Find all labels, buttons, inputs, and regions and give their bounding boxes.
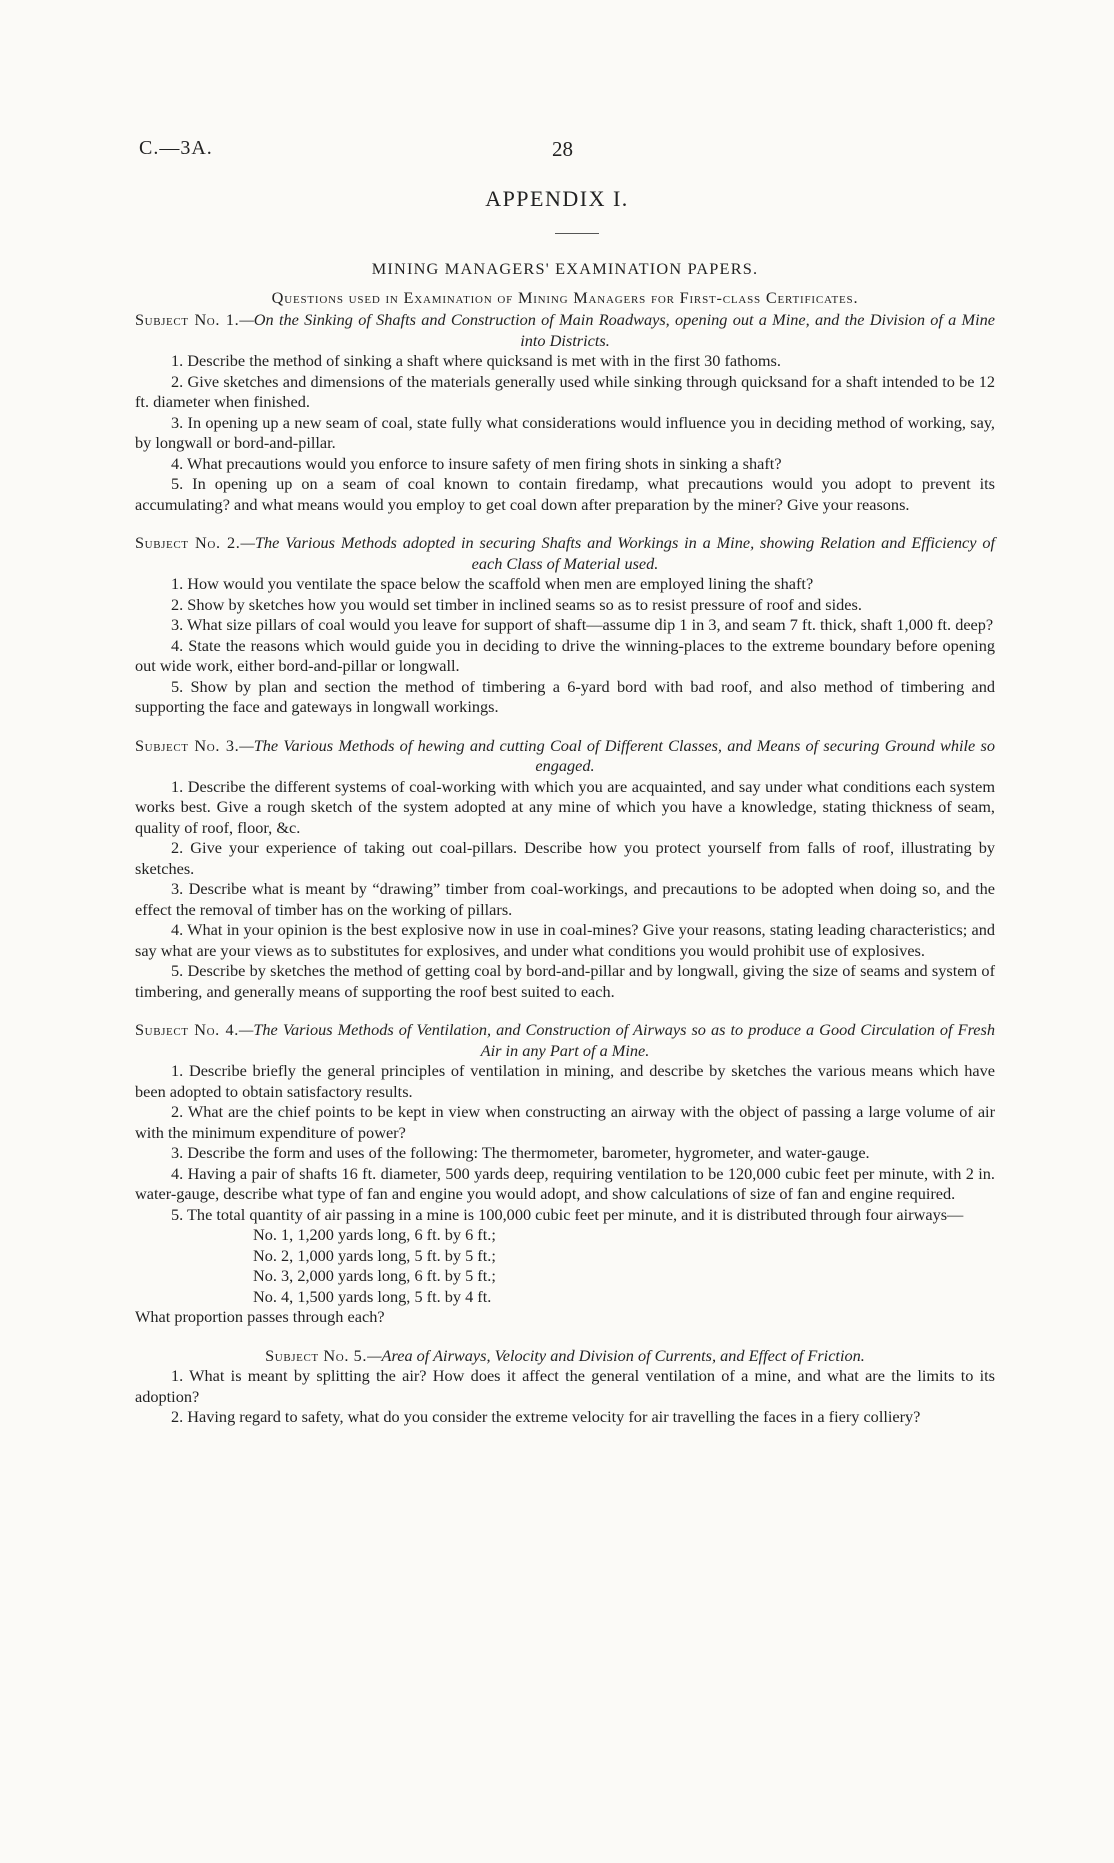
subject-heading: [135, 1346, 995, 1367]
main-title: MINING MANAGERS' EXAMINATION PAPERS.: [371, 259, 759, 278]
airway-item: No. 4, 1,500 yards long, 5 ft. by 4 ft.: [253, 1286, 492, 1306]
question: 2. Give your experience of taking out coal-pillars. Describe how you protect yourself from falls of roof, illustrating by sketches.: [135, 838, 995, 878]
question: 1. Describe briefly the general principles of ventilation in mining, and describe by sketches the various means which have been adopted to obtain satisfactory results.: [135, 1061, 995, 1101]
question: 3. Describe what is meant by “drawing” timber from coal-workings, and precautions to be adopted when doing so, and the effect the removal of timber has on the working of pillars.: [135, 879, 995, 919]
subject-section: [135, 736, 995, 1003]
subject-topic: —The Various Methods of Ventilation, and Construction of Airways so as to produce a Good Circulation of Fresh Air in any Part of a Mine.: [238, 1020, 996, 1060]
page-number: 28: [552, 137, 573, 161]
subject-heading: [135, 310, 995, 351]
subject-label: Subject No. 3.: [135, 735, 240, 755]
subject-section: [135, 310, 995, 515]
question: 4. What precautions would you enforce to insure safety of men firing shots in sinking a shaft?: [171, 453, 782, 473]
subject-section: [135, 1346, 995, 1428]
subject-heading: [135, 1020, 995, 1061]
subject-label: Subject No. 5.: [265, 1345, 368, 1365]
question: 4. State the reasons which would guide you in deciding to drive the winning-places to the extreme boundary before opening out wide work, either bord-and-pillar or longwall.: [135, 635, 995, 675]
subject-label: Subject No. 1.: [135, 310, 240, 329]
subject-topic: —On the Sinking of Shafts and Construction of Main Roadways, opening out a Mine, and the Division of a Mine into Districts.: [239, 310, 995, 350]
question: 3. In opening up a new seam of coal, state fully what considerations would influence you in deciding method of working, say, by longwall or bord-and-pillar.: [135, 412, 995, 452]
question: 2. Having regard to safety, what do you consider the extreme velocity for air travelling the faces in a fiery colliery?: [171, 1407, 921, 1426]
question: 3. What size pillars of coal would you leave for support of shaft—assume dip 1 in 3, and seam 7 ft. thick, shaft 1,000 ft. deep?: [171, 615, 994, 634]
question: 4. Having a pair of shafts 16 ft. diameter, 500 yards deep, requiring ventilation to be 120,000 cubic feet per minute, with 2 in. water-gauge, describe what type of fan and engine you would adopt, and show calculations of size of fan and engine required.: [135, 1163, 995, 1203]
airway-item: No. 2, 1,000 yards long, 5 ft. by 5 ft.;: [253, 1245, 496, 1265]
airway-item: No. 1, 1,200 yards long, 6 ft. by 6 ft.;: [253, 1225, 496, 1244]
subject-label: Subject No. 2.: [135, 533, 241, 552]
subject-heading: [135, 736, 995, 777]
question: 5. The total quantity of air passing in a mine is 100,000 cubic feet per minute, and it is distributed through four airways—: [171, 1204, 964, 1224]
document-reference: C.—3A.: [139, 137, 213, 159]
question: 5. In opening up on a seam of coal known to contain firedamp, what precautions would you adopt to prevent its accumulating? and what means would you employ to get coal down after preparation by the miner? Give your reasons.: [135, 474, 995, 514]
airway-item: No. 3, 2,000 yards long, 6 ft. by 5 ft.;: [253, 1266, 496, 1285]
title-divider: [555, 233, 599, 234]
subject-topic: —The Various Methods of hewing and cutting Coal of Different Classes, and Means of securing Ground while so engaged.: [239, 735, 995, 775]
question-tail: What proportion passes through each?: [135, 1307, 385, 1326]
question: 1. How would you ventilate the space below the scaffold when men are employed lining the shaft?: [171, 574, 814, 593]
question: 1. Describe the different systems of coal-working with which you are acquainted, and say under what conditions each system works best. Give a rough sketch of the system adopted at any mine of which you have a knowledge, stating thickness of seam, quality of roof, floor, &c.: [135, 776, 995, 837]
sub-title: Questions used in Examination of Mining Managers for First-class Certificates.: [271, 287, 859, 307]
airway-list: [253, 1225, 995, 1307]
subject-section: [135, 1020, 995, 1328]
question: 2. Give sketches and dimensions of the materials generally used while sinking through quicksand for a shaft intended to be 12 ft. diameter when finished.: [135, 371, 995, 411]
question: 5. Describe by sketches the method of getting coal by bord-and-pillar and by longwall, giving the size of seams and system of timbering, and generally means of supporting the roof best suited to each.: [135, 961, 995, 1001]
exam-content: [135, 255, 995, 1428]
appendix-title: APPENDIX I.: [485, 186, 629, 211]
question: 3. Describe the form and uses of the following: The thermometer, barometer, hygrometer, and water-gauge.: [171, 1143, 870, 1162]
question: 4. What in your opinion is the best explosive now in use in coal-mines? Give your reasons, stating leading characteristics; and say what are your views as to substitutes for explosives, and under what conditions you would prohibit use of explosives.: [135, 920, 995, 960]
question: 5. Show by plan and section the method of timbering a 6-yard bord with bad roof, and also method of timbering and supporting the face and gateways in longwall workings.: [135, 676, 995, 716]
subject-section: [135, 533, 995, 718]
question: 2. Show by sketches how you would set timber in inclined seams so as to resist pressure of roof and sides.: [171, 594, 862, 614]
question: 1. What is meant by splitting the air? How does it affect the general ventilation of a mine, and what are the limits to its adoption?: [135, 1366, 995, 1406]
question: 2. What are the chief points to be kept in view when constructing an airway with the object of passing a large volume of air with the minimum expenditure of power?: [135, 1102, 995, 1142]
subject-topic: —The Various Methods adopted in securing Shafts and Workings in a Mine, showing Relation and Efficiency of each Class of Material used.: [240, 533, 995, 573]
subject-heading: [135, 533, 995, 574]
subject-topic: —Area of Airways, Velocity and Division of Currents, and Effect of Friction.: [367, 1345, 865, 1365]
subject-label: Subject No. 4.: [135, 1020, 239, 1039]
question: 1. Describe the method of sinking a shaft where quicksand is met with in the first 30 fathoms.: [171, 351, 781, 370]
